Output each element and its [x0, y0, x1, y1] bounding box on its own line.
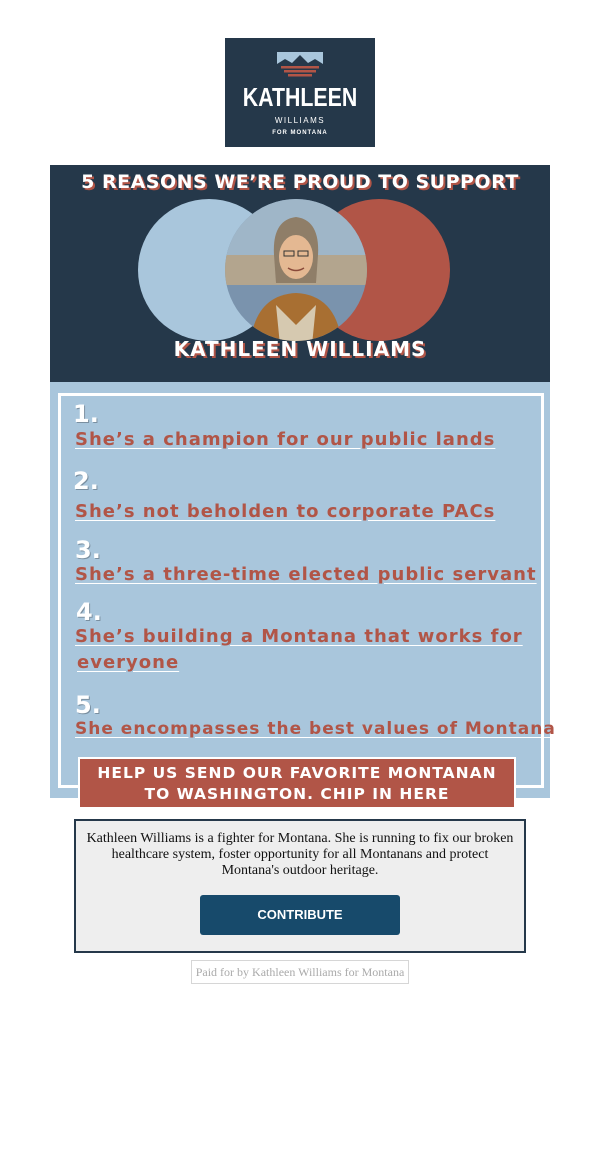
reason-text-1: She’s a champion for our public lands: [75, 429, 496, 450]
reason-text-2: She’s not beholden to corporate PACs: [75, 501, 496, 522]
reason-number-5: 5.: [75, 691, 101, 719]
cta-line-1: HELP US SEND OUR FAVORITE MONTANAN: [97, 764, 497, 782]
banner-candidate-name: KATHLEEN WILLIAMS: [173, 337, 427, 361]
chip-in-button[interactable]: [78, 757, 516, 809]
mountain-sunrise-icon: [275, 50, 325, 78]
reason-number-4: 4.: [76, 598, 102, 626]
banner-title: 5 REASONS WE’RE PROUD TO SUPPORT: [81, 171, 519, 193]
reason-number-2: 2.: [73, 467, 99, 495]
reason-text-4-line1: She’s building a Montana that works for: [75, 626, 523, 647]
cta-line-2: TO WASHINGTON. CHIP IN HERE: [144, 785, 450, 803]
contribute-button[interactable]: CONTRIBUTE: [200, 895, 400, 935]
reason-text-5: She encompasses the best values of Montana: [75, 719, 556, 739]
paid-for-disclaimer: Paid for by Kathleen Williams for Montana: [191, 960, 409, 984]
logo-name: KATHLEEN: [242, 82, 358, 112]
reasons-panel[interactable]: [50, 382, 556, 798]
reason-text-3: She’s a three-time elected public servant: [75, 564, 537, 585]
reason-number-1: 1.: [73, 400, 99, 428]
info-box: [74, 819, 526, 953]
reason-text-4-line2: everyone: [77, 652, 180, 673]
candidate-description: Kathleen Williams is a fighter for Montana. She is running to fix our broken healthcare system, foster opportunity for all Montanans and protect Montana's outdoor heritage.: [86, 831, 514, 878]
hero-banner[interactable]: [50, 165, 550, 382]
logo-surname: WILLIAMS: [274, 116, 326, 125]
campaign-logo[interactable]: [225, 38, 375, 147]
logo-tagline: FOR MONTANA: [272, 130, 328, 136]
reason-number-3: 3.: [75, 536, 101, 564]
